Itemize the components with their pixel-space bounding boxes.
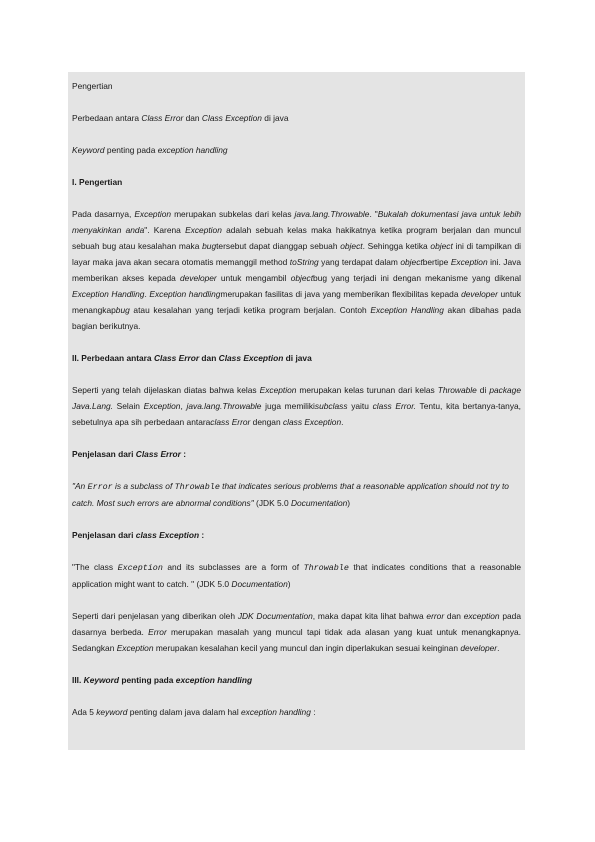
- section-3-paragraph: Ada 5 keyword penting dalam java dalam hal exception handling :: [72, 707, 316, 717]
- section-2-paragraph-1: Seperti yang telah dijelaskan diatas bahwa kelas Exception merupakan kelas turunan dari kelas Throwable di package Java.Lang. Selain Exception, java.lang.Throwable juga memilikisubclass yaitu class Error. Tentu, kita bertanya-tanya, sebetulnya apa sih perbedaan antaraclass Error dengan class Exception.: [72, 385, 521, 427]
- exception-definition-quote: "The class Exception and its subclasses are a form of Throwable that indicates conditions that a reasonable application might want to catch. " (JDK 5.0 Documentation): [72, 562, 522, 589]
- section-1-heading: I. Pengertian: [72, 177, 123, 187]
- section-3-heading: III. Keyword penting pada exception handling: [72, 675, 253, 685]
- exception-explanation-heading: Penjelasan dari class Exception :: [72, 530, 205, 540]
- toc-item-pengertian: Pengertian: [72, 81, 113, 91]
- section-1-paragraph: Pada dasarnya, Exception merupakan subkelas dari kelas java.lang.Throwable. "Bukalah dokumentasi java untuk lebih menyakinkan anda". Karena Exception adalah sebuah kelas maka hakikatnya ketika program berjalan dan muncul sebuah bug atau kesalahan maka bugtersebut dapat dianggap sebuah object. Sehingga ketika object ini di tampilkan di layar maka java akan secara otomatis memanggil method toString yang terdapat dalam objectbertipe Exception ini. Java memberikan akses kepada developer untuk mengambil objectbug yang terjadi ini dengan mekanisme yang dikenal Exception Handling. Exception handlingmerupakan fasilitas di java yang memberikan flexibilitas kepada developer untuk menangkapbug atau kesalahan yang terjadi ketika program berjalan. Contoh Exception Handling akan dibahas pada bagian berikutnya.: [72, 209, 522, 331]
- toc-item-keyword: Keyword penting pada exception handling: [72, 145, 228, 155]
- error-definition-quote: "An Error is a subclass of Throwable that indicates serious problems that a reasonable application should not try to catch. Most such errors are abnormal conditions" (JDK 5.0 Documentation): [72, 481, 509, 508]
- section-2-paragraph-2: Seperti dari penjelasan yang diberikan oleh JDK Documentation, maka dapat kita lihat bahwa error dan exception pada dasarnya berbeda. Error merupakan masalah yang muncul tapi tidak ada alasan yang kuat untuk menangkapnya. Sedangkan Exception merupakan kesalahan kecil yang muncul dan ingin diperlakukan sesuai keinginan developer.: [72, 611, 522, 653]
- section-2-heading: II. Perbedaan antara Class Error dan Class Exception di java: [72, 353, 312, 363]
- document-page: [68, 72, 525, 750]
- toc-item-perbedaan: Perbedaan antara Class Error dan Class Exception di java: [72, 113, 289, 123]
- error-explanation-heading: Penjelasan dari Class Error :: [72, 449, 187, 459]
